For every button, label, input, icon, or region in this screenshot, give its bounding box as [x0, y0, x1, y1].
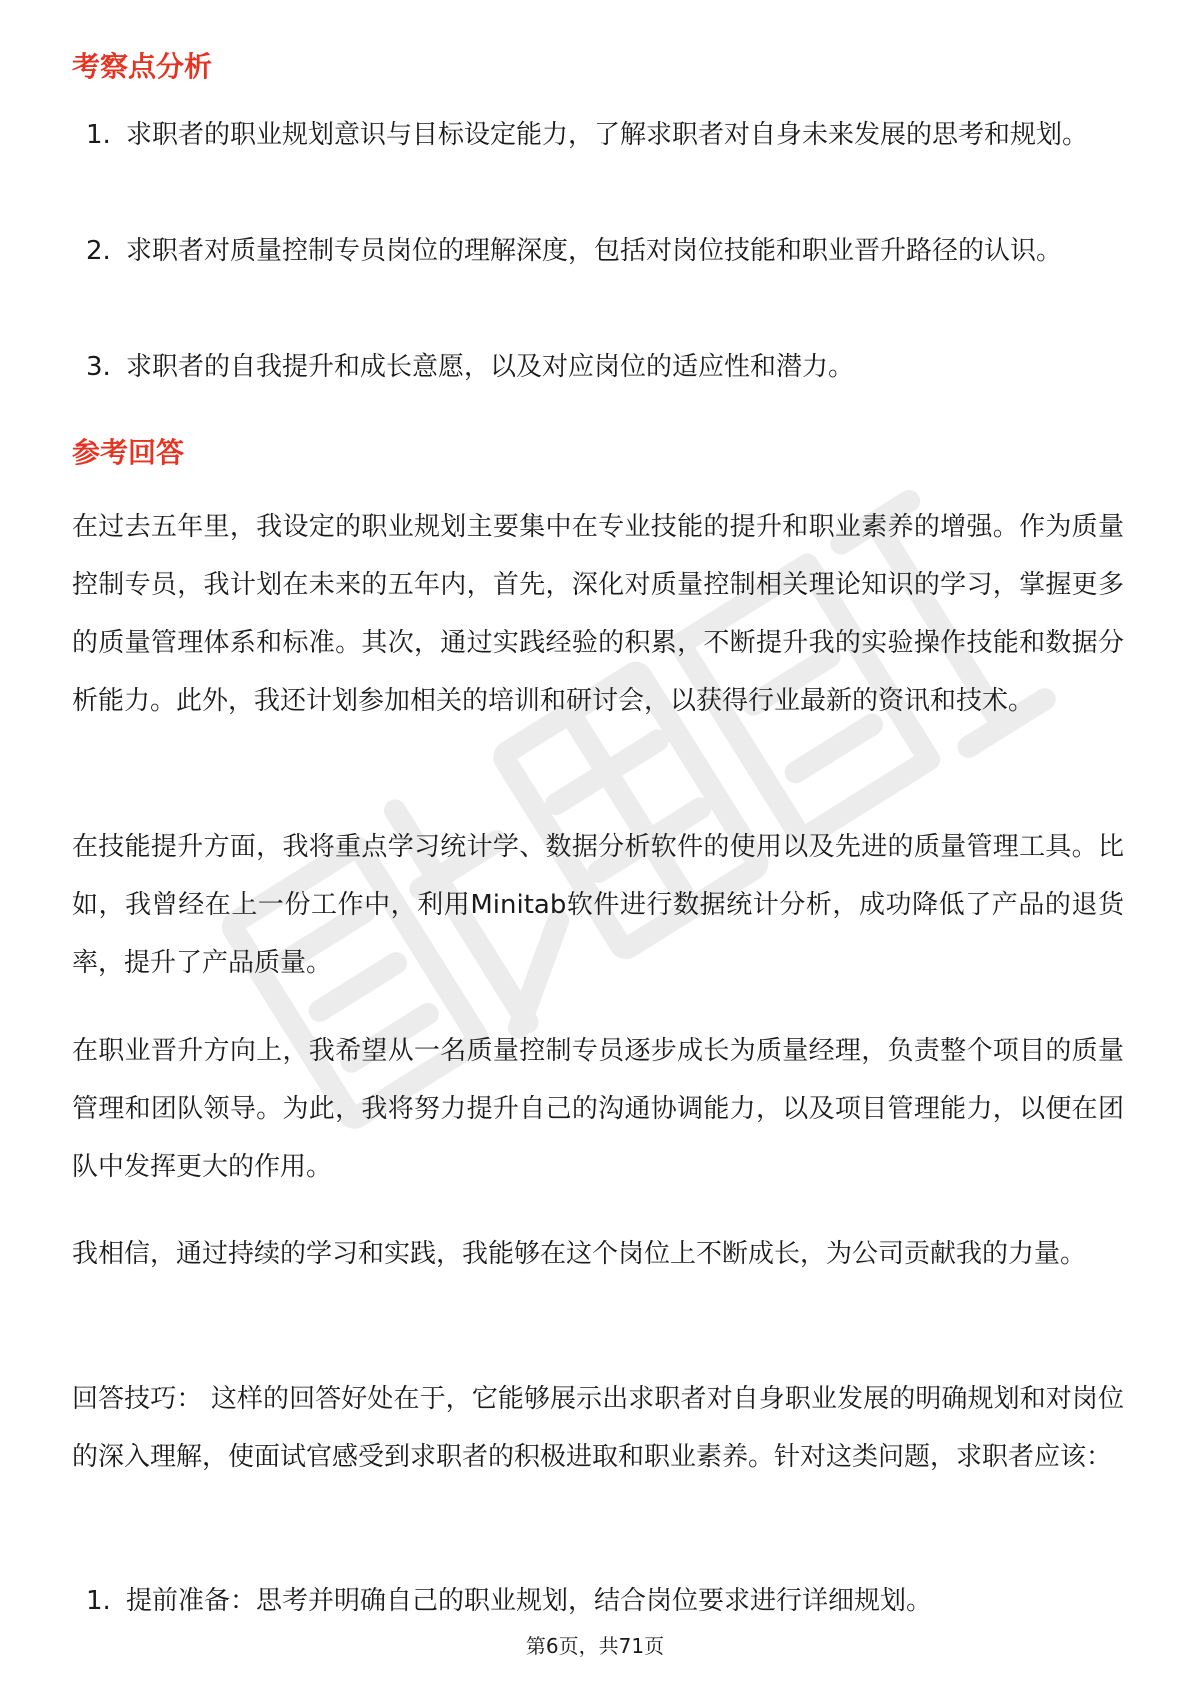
paragraph-answer-tips: 回答技巧： 这样的回答好处在于，它能够展示出求职者对自身职业发展的明确规划和对岗位的深入理解，使面试官感受到求职者的积极进取和职业素养。针对这类问题，求职者应该： [72, 1384, 1124, 1472]
paragraph: 在过去五年里，我设定的职业规划主要集中在专业技能的提升和职业素养的增强。作为质量控制专员，我计划在未来的五年内，首先，深化对质量控制相关理论知识的学习，掌握更多的质量管理体系和标准。其次，通过实践经验的积累，不断提升我的实验操作技能和数据分析能力。此外，我还计划参加相关的培训和研讨会，以获得行业最新的资讯和技术。 [72, 512, 1124, 716]
list-text: 求职者对质量控制专员岗位的理解深度，包括对岗位技能和职业晋升路径的认识。 [126, 236, 1063, 266]
list-number: 2. [86, 236, 111, 266]
list-text: 提前准备：思考并明确自己的职业规划，结合岗位要求进行详细规划。 [126, 1586, 933, 1616]
list-item [86, 1572, 1126, 1630]
section-heading-reference-answer: 参考回答 [72, 436, 185, 469]
paragraph: 在技能提升方面，我将重点学习统计学、数据分析软件的使用以及先进的质量管理工具。比如，我曾经在上一份工作中，利用Minitab软件进行数据统计分析，成功降低了产品的退货率，提升了产品质量。 [72, 832, 1124, 978]
list-text: 求职者的职业规划意识与目标设定能力，了解求职者对自身未来发展的思考和规划。 [126, 120, 1089, 150]
paragraph: 在职业晋升方向上，我希望从一名质量控制专员逐步成长为质量经理，负责整个项目的质量管理和团队领导。为此，我将努力提升自己的沟通协调能力，以及项目管理能力，以便在团队中发挥更大的作用。 [72, 1036, 1124, 1182]
list-number: 3. [86, 352, 111, 382]
list-number: 1. [86, 1586, 111, 1616]
paragraph: 我相信，通过持续的学习和实践，我能够在这个岗位上不断成长，为公司贡献我的力量。 [72, 1239, 1087, 1269]
list-item [86, 338, 1126, 396]
page-number-footer: 第6页，共71页 [525, 1634, 665, 1658]
section-heading-analysis: 考察点分析 [72, 50, 213, 83]
list-number: 1. [86, 120, 111, 150]
list-text: 求职者的自我提升和成长意愿，以及对应岗位的适应性和潜力。 [126, 352, 855, 382]
list-item [86, 222, 1126, 280]
list-item [86, 106, 1126, 164]
